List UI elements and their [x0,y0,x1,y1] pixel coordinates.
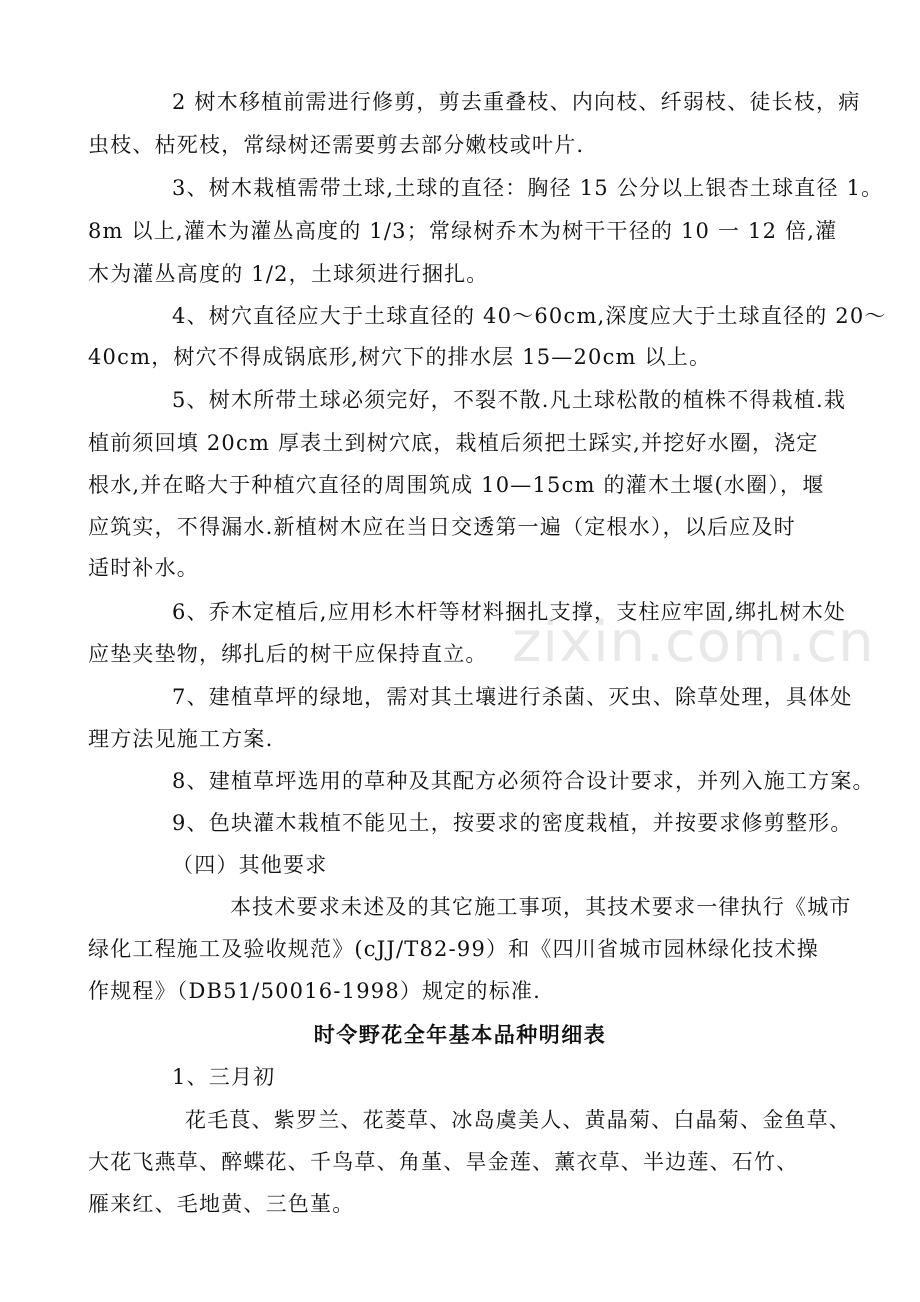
paragraph-line: 绿化工程施工及验收规范》(cJJ/T82-99）和《四川省城市园林绿化技术操 [88,937,820,961]
subsection-heading: （四）其他要求 [172,853,328,877]
section-title: 时令野花全年基本品种明细表 [313,1022,607,1047]
paragraph-line: 4、树穴直径应大于土球直径的 40～60cm,深度应大于土球直径的 20～ [172,304,887,328]
paragraph-line: 3、树木栽植需带土球,土球的直径：胸径 15 公分以上银杏土球直径 1。 [172,176,884,200]
watermark: zixin.com.cn [512,610,875,675]
paragraph-line: 理方法见施工方案. [88,727,274,751]
paragraph-line: 9、色块灌木栽植不能见土，按要求的密度栽植，并按要求修剪整形。 [172,811,853,835]
paragraph-line: 7、建植草坪的绿地，需对其土壤进行杀菌、灭虫、除草处理，具体处 [172,685,853,709]
flower-list-line: 雁来红、毛地黄、三色堇。 [88,1192,355,1216]
flower-list-line: 花毛茛、紫罗兰、花菱草、冰岛虞美人、黄晶菊、白晶菊、金鱼草、 [185,1108,851,1132]
paragraph-line: 2 树木移植前需进行修剪，剪去重叠枝、内向枝、纤弱枝、徒长枝，病 [172,90,861,114]
paragraph-line: 植前须回填 20cm 厚表土到树穴底，栽植后须把土踩实,并挖好水圈，浇定 [88,431,819,455]
paragraph-line: 8m 以上,灌木为灌丛高度的 1/3；常绿树乔木为树干干径的 10 一 12 倍,灌 [88,219,838,243]
paragraph-line: 根水,并在略大于种植穴直径的周围筑成 10—15cm 的灌木土堰(水圈），堰 [88,473,825,497]
paragraph-line: 作规程》（DB51/50016-1998）规定的标准. [88,979,541,1003]
paragraph-line: 40cm，树穴不得成锅底形,树穴下的排水层 15—20cm 以上。 [88,345,712,369]
paragraph-line: 应筑实，不得漏水.新植树木应在当日交透第一遍（定根水），以后应及时 [88,515,796,539]
paragraph-line: 8、建植草坪选用的草种及其配方必须符合设计要求，并列入施工方案。 [172,769,875,793]
flower-list-line: 大花飞燕草、醉蝶花、千鸟草、角堇、旱金莲、薰衣草、半边莲、石竹、 [88,1150,799,1174]
paragraph-line: 木为灌丛高度的 1/2，土球须进行捆扎。 [88,262,489,286]
paragraph-line: 6、乔木定植后,应用杉木杆等材料捆扎支撑，支柱应牢固,绑扎树木处 [172,600,847,624]
paragraph-line: 5、树木所带土球必须完好，不裂不散.凡土球松散的植株不得栽植.栽 [172,388,847,412]
list-heading: 1、三月初 [172,1065,276,1089]
paragraph-line: 应垫夹垫物，绑扎后的树干应保持直立。 [88,642,488,666]
paragraph-line: 本技术要求未述及的其它施工事项，其技术要求一律执行《城市 [230,895,852,919]
paragraph-line: 适时补水。 [88,556,199,580]
paragraph-line: 虫枝、枯死枝，常绿树还需要剪去部分嫩枝或叶片. [88,133,585,157]
